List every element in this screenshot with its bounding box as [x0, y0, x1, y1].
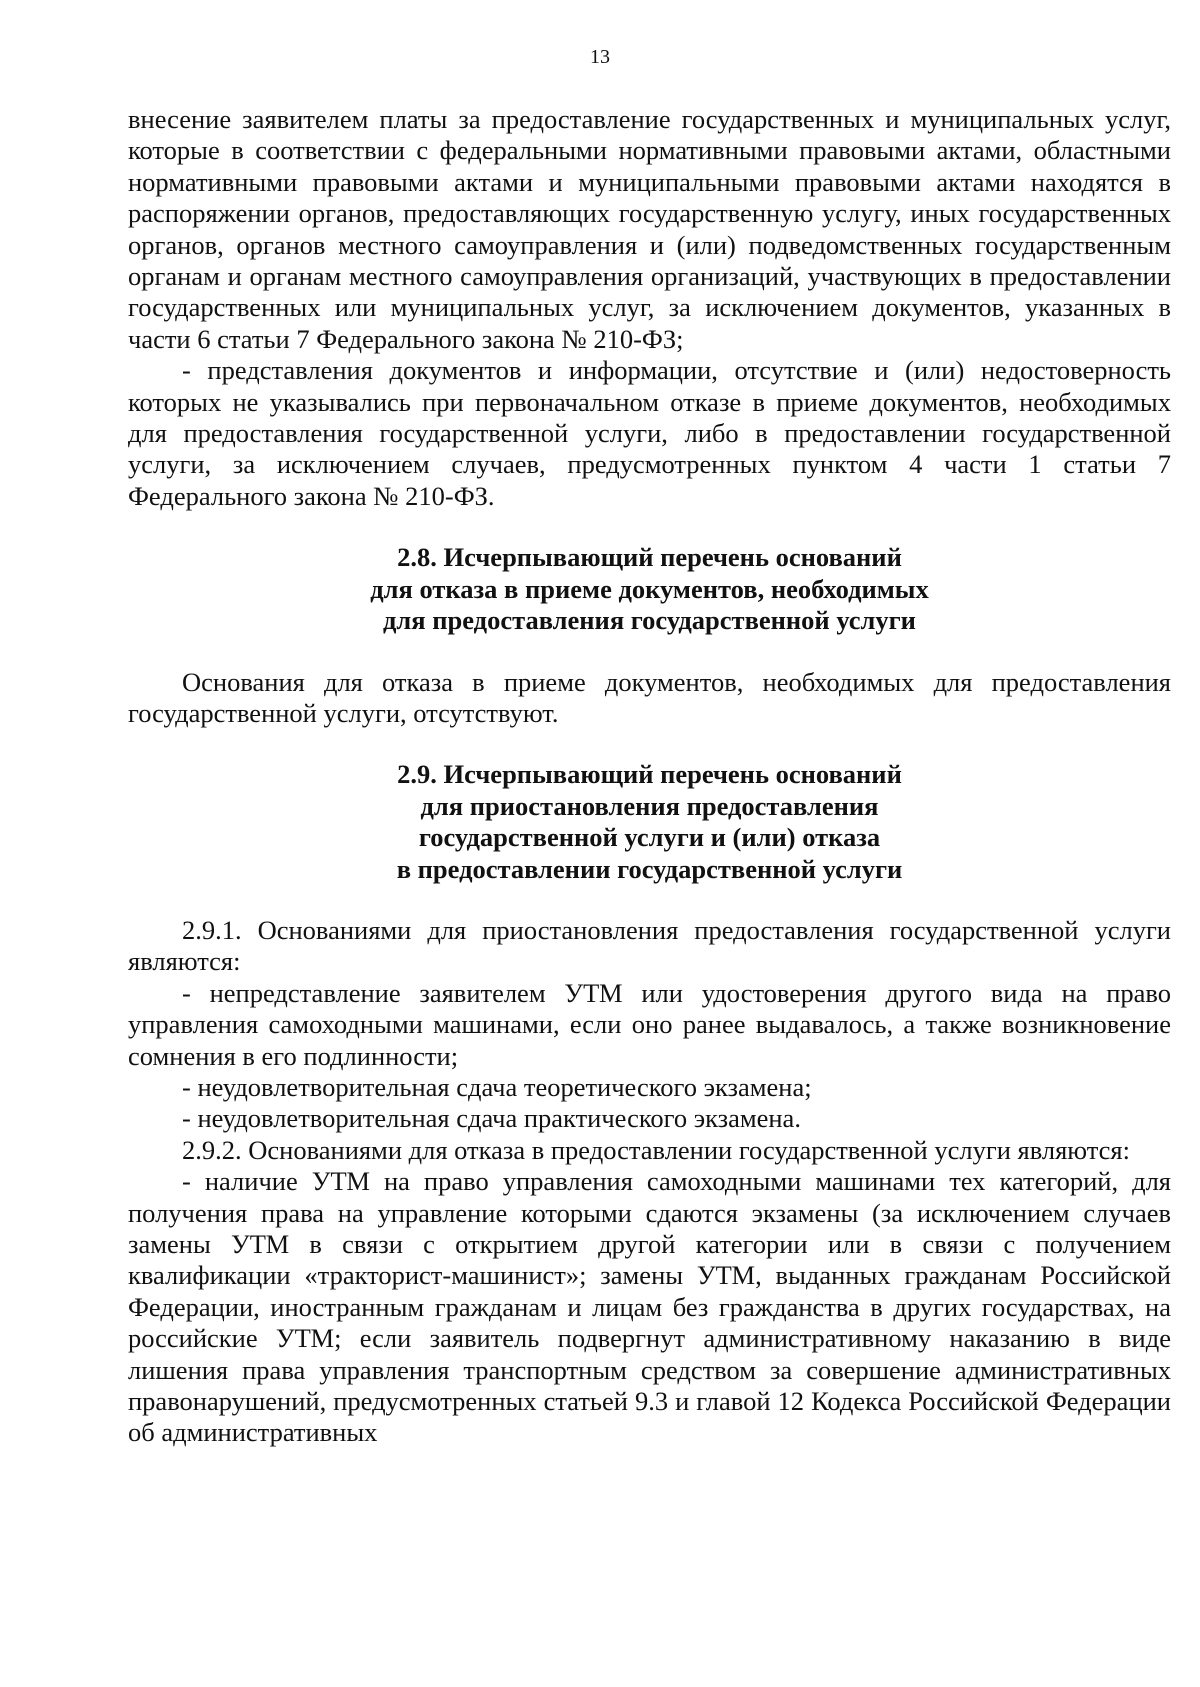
- section-heading-2-9: [128, 759, 1171, 885]
- paragraph: - непредставление заявителем УТМ или удостоверения другого вида на право управления самоходными машинами, если оно ранее выдавалось, а также возникновение сомнения в его подлинности;: [128, 977, 1171, 1071]
- spacer: [128, 512, 1171, 542]
- paragraph: - неудовлетворительная сдача практического экзамена.: [182, 1103, 801, 1134]
- paragraph: - наличие УТМ на право управления самоходными машинами тех категорий, для получения права на управление которыми сдаются экзамены (за исключением случаев замены УТМ в связи с открытием другой категории или в связи с получением квалификации «тракторист-машинист»; замены УТМ, выданных гражданам Российской Федерации, иностранным гражданам и лицам без гражданства в других государствах, на российские УТМ; если заявитель подвергнут административному наказанию в виде лишения права управления транспортным средством за совершение административных правонарушений, предусмотренных статьей 9.3 и главой 12 Кодекса Российской Федерации об административных: [128, 1166, 1171, 1448]
- section-heading-2-8: [128, 542, 1171, 636]
- heading-line: государственной услуги и (или) отказа: [418, 822, 881, 853]
- spacer: [128, 637, 1171, 667]
- paragraph: - неудовлетворительная сдача теоретического экзамена;: [182, 1071, 812, 1102]
- paragraph: - представления документов и информации, отсутствие и (или) недостоверность которых не указывались при первоначальном отказе в приеме документов, необходимых для предоставления государственной услуги, либо в предоставлении государственной услуги, за исключением случаев, предусмотренных пунктом 4 части 1 статьи 7 Федерального закона № 210-ФЗ.: [128, 355, 1171, 511]
- paragraph: внесение заявителем платы за предоставление государственных и муниципальных услуг, которые в соответствии с федеральными нормативными правовыми актами, областными нормативными правовыми актами и муниципальными правовыми актами находятся в распоряжении органов, предоставляющих государственную услугу, иных государственных органов, органов местного самоуправления и (или) подведомственных государственным органам и органам местного самоуправления организаций, участвующих в предоставлении государственных или муниципальных услуг, за исключением документов, указанных в части 6 статьи 7 Федерального закона № 210-ФЗ;: [128, 104, 1171, 354]
- spacer: [128, 729, 1171, 759]
- page-number: 13: [590, 46, 610, 68]
- heading-line: для предоставления государственной услуги: [383, 605, 916, 636]
- heading-line: в предоставлении государственной услуги: [396, 853, 903, 884]
- heading-line: для отказа в приеме документов, необходимых: [370, 573, 929, 604]
- page-content: [128, 104, 1171, 1449]
- spacer: [128, 885, 1171, 915]
- paragraph: 2.9.2. Основаниями для отказа в предоставлении государственной услуги являются:: [182, 1134, 1130, 1165]
- heading-line: 2.8. Исчерпывающий перечень оснований: [397, 542, 902, 573]
- heading-line: 2.9. Исчерпывающий перечень оснований: [397, 759, 902, 790]
- heading-line: для приостановления предоставления: [420, 790, 879, 821]
- paragraph: Основания для отказа в приеме документов, необходимых для предоставления государственной услуги, отсутствуют.: [128, 666, 1171, 728]
- paragraph: 2.9.1. Основаниями для приостановления предоставления государственной услуги являются:: [128, 914, 1171, 977]
